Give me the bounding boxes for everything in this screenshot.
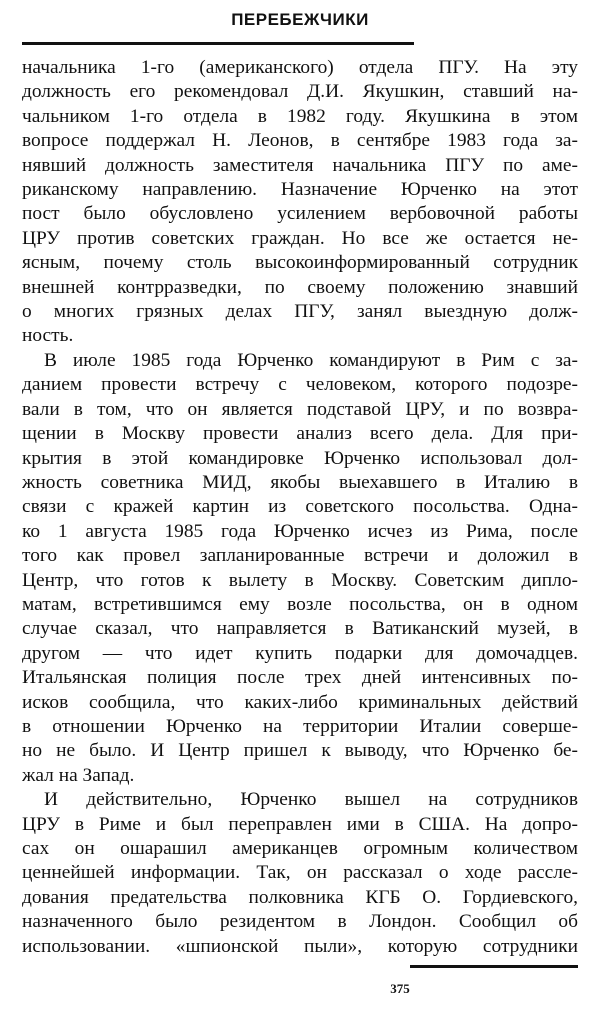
text-line: данием провести встречу с человеком, которого подозре- [22,374,578,396]
text-line: другом — что идет купить подарки для домочадцев. [22,642,578,664]
text-line: дования предательства полковника КГБ О. Гордиевского, [22,886,578,908]
text-line: сах он ошарашил американцев огромным количеством [22,838,578,859]
text-line: Итальянская полиция после трех дней интенсивных по- [22,667,578,689]
text-line: ясным, почему столь высокоинформированный сотрудник [22,252,578,274]
text-line: но не было. И Центр пришел к выводу, что Юрченко бе- [22,740,578,762]
text-line: случае сказал, что направляется в Ватиканский музей, в [22,618,578,640]
text-line: того как провел запланированные встречи и доложил в [22,545,578,567]
text-line: ценнейшей информации. Так, он рассказал о ходе рассле- [22,862,578,884]
paragraph-1 [22,56,578,349]
page-number: 375 [390,981,410,996]
text-line: нявший должность заместителя начальника ПГУ по аме- [22,154,578,176]
text-line: внешней контрразведки, по своему положению знавший [22,276,578,298]
text-line: в отношении Юрченко на территории Италии соверше- [22,715,578,737]
text-line: жность советника МИД, якобы выехавшего в Италию в [22,471,578,493]
text-line: матам, встретившимся ему возле посольства, он в одном [22,593,578,615]
text-line: крытия в этой командировке Юрченко использовал дол- [22,447,578,469]
text-line: начальника 1-го (американского) отдела ПГУ. На эту [22,57,578,78]
text-line: И действительно, Юрченко вышел на сотрудников [44,789,578,811]
text-line: использовании. «шпионской пыли», которую сотрудники [22,935,578,957]
header-rule [22,42,414,45]
text-line: вопросе поддержал Н. Леонов, в сентябре 1983 года за- [22,130,578,152]
text-line: В июле 1985 года Юрченко командируют в Рим с за- [44,349,578,371]
text-line: должность его рекомендовал Д.И. Якушкин, ставший на- [22,81,578,103]
text-line: о многих грязных делах ПГУ, занял выездную долж- [22,301,578,323]
paragraph-3 [22,788,578,959]
text-line: чальником 1-го отдела в 1982 году. Якушкина в этом [22,105,578,127]
text-line: щении в Москву провести анализ всего дела. Для при- [22,423,578,445]
text-line: жал на Запад. [22,764,135,786]
text-line: ность. [22,325,74,347]
text-line: назначенного было резидентом в Лондон. Сообщил об [22,911,578,933]
text-line: Центр, что готов к вылету в Москву. Советским дипло- [22,569,578,591]
text-line: ЦРУ против советских граждан. Но все же остается не- [22,227,578,249]
text-line: связи с кражей картин из советского посольства. Одна- [22,496,578,518]
text-line: вали в том, что он является подставой ЦРУ, и по возвра- [22,398,578,420]
running-header: ПЕРЕБЕЖЧИКИ [231,10,369,29]
text-line: риканскому направлению. Назначение Юрченко на этот [22,179,578,201]
text-line: ко 1 августа 1985 года Юрченко исчез из Рима, после [22,520,578,542]
paragraph-2 [22,349,578,788]
text-line: ЦРУ в Риме и был переправлен ими в США. На допро- [22,813,578,835]
footer-rule [410,965,578,968]
body-text [22,56,578,959]
text-line: пост было обусловлено усилением вербовочной работы [22,203,578,225]
text-line: исков сообщила, что каких-либо криминальных действий [22,691,578,713]
